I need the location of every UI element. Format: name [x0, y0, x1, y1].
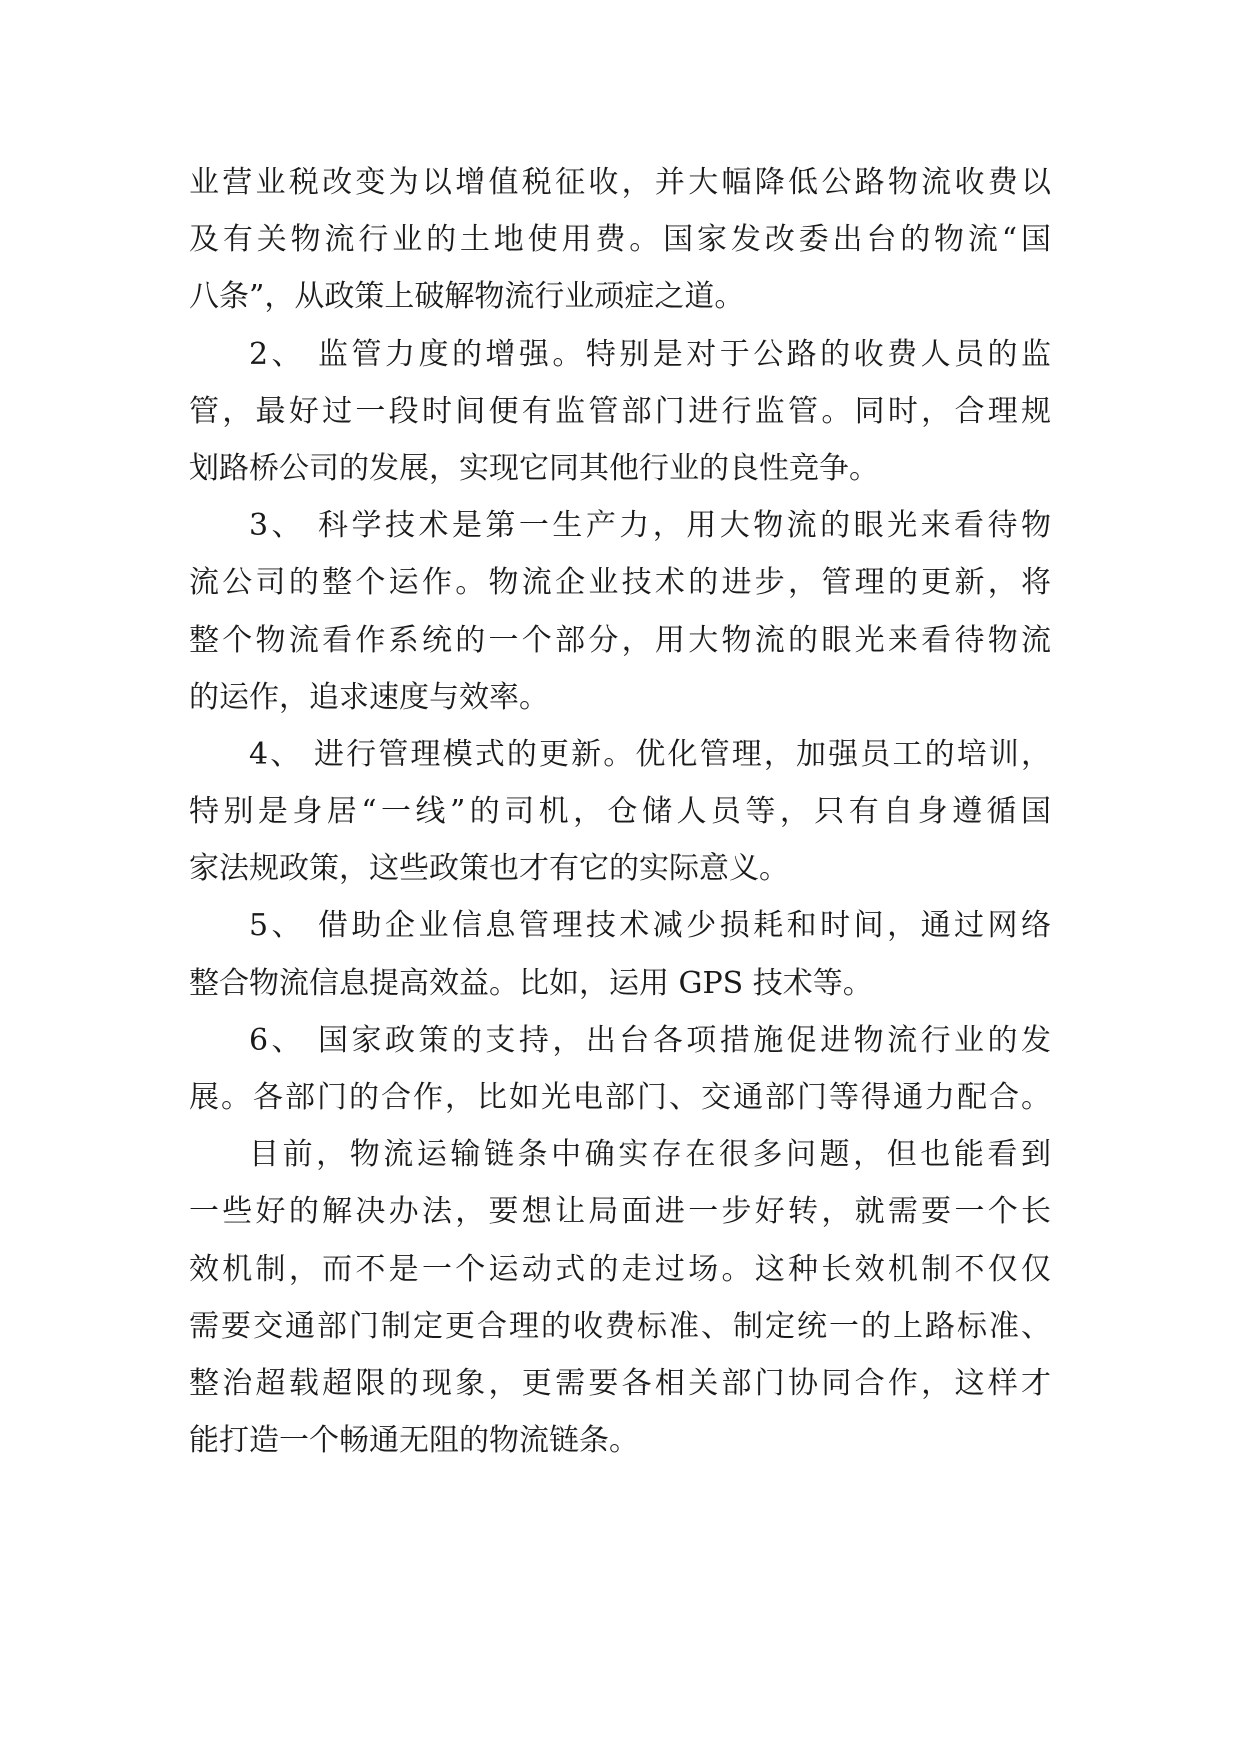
text-line: 划路桥公司的发展，实现它同其他行业的良性竞争。 [189, 450, 879, 486]
paragraph-item-5 [189, 897, 1051, 1011]
text-line: 能打造一个畅通无阻的物流链条。 [189, 1423, 639, 1459]
text-line: 的运作，追求速度与效率。 [189, 679, 549, 715]
text-line: 流公司的整个运作。物流企业技术的进步，管理的更新，将 [189, 565, 1051, 601]
text-line: 特别是身居“一线”的司机，仓储人员等，只有自身遵循国 [189, 794, 1051, 830]
paragraph-intro-continued [189, 154, 1051, 326]
text-line: 4、 进行管理模式的更新。优化管理，加强员工的培训， [249, 736, 1051, 772]
text-line: 一些好的解决办法，要想让局面进一步好转，就需要一个长 [189, 1194, 1051, 1230]
document-body [189, 154, 1051, 1469]
text-line: 整个物流看作系统的一个部分，用大物流的眼光来看待物流 [189, 622, 1051, 658]
text-line: 家法规政策，这些政策也才有它的实际意义。 [189, 851, 789, 887]
text-line: 业营业税改变为以增值税征收，并大幅降低公路物流收费以 [189, 165, 1051, 200]
text-line: 3、 科学技术是第一生产力，用大物流的眼光来看待物 [249, 508, 1051, 544]
paragraph-conclusion [189, 1126, 1051, 1469]
paragraph-item-3 [189, 497, 1051, 726]
text-line: 效机制，而不是一个运动式的走过场。这种长效机制不仅仅 [189, 1251, 1051, 1287]
text-line: 2、 监管力度的增强。特别是对于公路的收费人员的监 [249, 336, 1051, 372]
text-line: 八条”，从政策上破解物流行业顽症之道。 [189, 279, 745, 315]
paragraph-item-2 [189, 326, 1051, 498]
text-line: 6、 国家政策的支持，出台各项措施促进物流行业的发 [249, 1022, 1051, 1058]
text-line: 需要交通部门制定更合理的收费标准、制定统一的上路标准、 [189, 1308, 1051, 1344]
text-line: 5、 借助企业信息管理技术减少损耗和时间，通过网络 [249, 908, 1051, 944]
text-line: 目前，物流运输链条中确实存在很多问题，但也能看到 [249, 1137, 1051, 1173]
text-line: 整合物流信息提高效益。比如，运用 GPS 技术等。 [189, 965, 873, 1001]
paragraph-item-4 [189, 726, 1051, 898]
text-line: 整治超载超限的现象，更需要各相关部门协同合作，这样才 [189, 1365, 1051, 1401]
text-line: 及有关物流行业的土地使用费。国家发改委出台的物流“国 [189, 222, 1051, 258]
text-line: 展。各部门的合作，比如光电部门、交通部门等得通力配合。 [189, 1080, 1051, 1115]
text-line: 管，最好过一段时间便有监管部门进行监管。同时，合理规 [189, 393, 1051, 429]
paragraph-item-6 [189, 1012, 1051, 1126]
